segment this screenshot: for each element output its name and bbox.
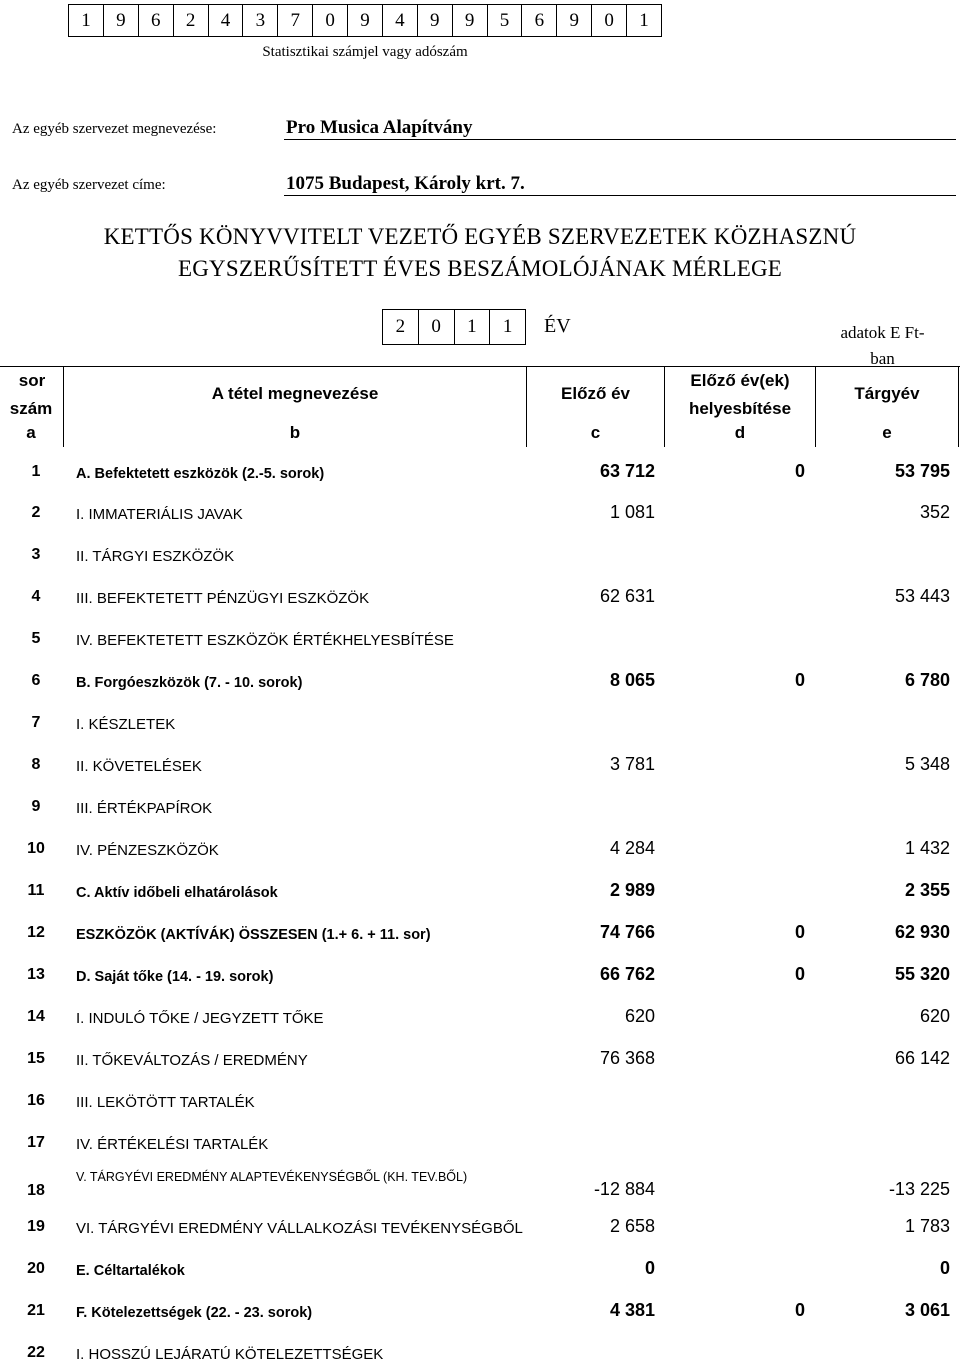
report-title-line1: KETTŐS KÖNYVVITELT VEZETŐ EGYÉB SZERVEZETEK KÖZHASZNÚ <box>103 224 857 249</box>
row-item-name: E. Céltartalékok <box>76 1263 185 1279</box>
header-correction-line2: helyesbítése <box>688 399 792 418</box>
row-item-name: IV. BEFEKTETETT ESZKÖZÖK ÉRTÉKHELYESBÍTÉSE <box>76 632 454 649</box>
row-item-name: VI. TÁRGYÉVI EREDMÉNY VÁLLALKOZÁSI TEVÉKENYSÉGBŐL <box>76 1220 523 1237</box>
table-row <box>0 578 960 610</box>
units-note <box>820 320 945 372</box>
row-current-year-value: 53 795 <box>894 461 950 481</box>
row-number: 9 <box>31 798 41 815</box>
tax-digit: 9 <box>418 5 453 36</box>
table-row <box>0 998 960 1030</box>
row-prev-year-value: -12 884 <box>593 1179 655 1199</box>
table-row <box>0 536 960 568</box>
org-address-value: 1075 Budapest, Károly krt. 7. <box>284 173 956 196</box>
row-number: 5 <box>31 630 41 647</box>
row-current-year-value: 66 142 <box>894 1048 950 1068</box>
row-current-year-value: 62 930 <box>894 922 950 942</box>
row-correction-value: 0 <box>794 922 805 942</box>
table-row <box>0 1250 960 1282</box>
row-current-year-value: 53 443 <box>894 586 950 606</box>
header-correction-line1: Előző év(ek) <box>690 371 790 390</box>
row-prev-year-value: 620 <box>624 1006 655 1026</box>
table-row <box>0 1292 960 1324</box>
row-correction-value: 0 <box>794 461 805 481</box>
header-col-e: e <box>882 423 892 442</box>
row-prev-year-value: 1 081 <box>609 502 655 522</box>
tax-id-caption: Statisztikai számjel vagy adószám <box>262 44 468 60</box>
tax-digit: 1 <box>69 5 104 36</box>
org-address-label: Az egyéb szervezet címe: <box>12 177 166 193</box>
row-number: 19 <box>27 1218 45 1235</box>
tax-digit: 0 <box>592 5 627 36</box>
row-item-name: III. LEKÖTÖTT TARTALÉK <box>76 1094 255 1111</box>
row-current-year-value: 6 780 <box>904 670 950 690</box>
row-current-year-value: -13 225 <box>888 1179 950 1199</box>
header-col-a: a <box>26 423 36 442</box>
table-row <box>0 494 960 526</box>
row-correction-value: 0 <box>794 964 805 984</box>
row-prev-year-value: 4 284 <box>609 838 655 858</box>
row-number: 11 <box>27 882 45 899</box>
row-prev-year-value: 2 658 <box>609 1216 655 1236</box>
tax-digit: 6 <box>139 5 174 36</box>
row-item-name: II. TŐKEVÁLTOZÁS / EREDMÉNY <box>76 1052 308 1069</box>
table-row <box>0 1166 960 1198</box>
row-item-name: ESZKÖZÖK (AKTÍVÁK) ÖSSZESEN (1.+ 6. + 11. sor) <box>76 927 431 943</box>
header-current-year: Tárgyév <box>854 384 920 403</box>
row-item-name: I. INDULÓ TŐKE / JEGYZETT TŐKE <box>76 1010 324 1027</box>
tax-digit: 4 <box>383 5 418 36</box>
row-prev-year-value: 63 712 <box>599 461 655 481</box>
row-item-name: I. KÉSZLETEK <box>76 716 176 733</box>
row-current-year-value: 0 <box>939 1258 950 1278</box>
units-line2: ban <box>870 349 895 368</box>
table-row <box>0 1208 960 1240</box>
tax-digit: 3 <box>243 5 278 36</box>
tax-digit: 6 <box>522 5 557 36</box>
tax-digit: 9 <box>557 5 592 36</box>
tax-digit: 2 <box>174 5 209 36</box>
row-number: 12 <box>27 924 45 941</box>
header-sor: sor <box>18 371 46 390</box>
row-number: 18 <box>27 1182 45 1199</box>
row-item-name: V. TÁRGYÉVI EREDMÉNY ALAPTEVÉKENYSÉGBŐL (KH. TEV.BŐL) <box>76 1170 468 1184</box>
row-item-name: I. HOSSZÚ LEJÁRATÚ KÖTELEZETTSÉGEK <box>76 1346 384 1363</box>
row-item-name: IV. ÉRTÉKELÉSI TARTALÉK <box>76 1136 269 1153</box>
table-header <box>0 366 960 447</box>
row-number: 4 <box>31 588 41 605</box>
row-prev-year-value: 74 766 <box>599 922 655 942</box>
row-prev-year-value: 8 065 <box>609 670 655 690</box>
row-number: 14 <box>27 1008 45 1025</box>
row-current-year-value: 352 <box>919 502 950 522</box>
tax-digit: 5 <box>488 5 523 36</box>
table-row <box>0 662 960 694</box>
row-current-year-value: 3 061 <box>904 1300 950 1320</box>
table-row <box>0 620 960 652</box>
header-prev-year: Előző év <box>561 384 630 403</box>
year-label: ÉV <box>544 315 571 337</box>
row-number: 15 <box>27 1050 45 1067</box>
row-number: 3 <box>31 546 41 563</box>
row-item-name: A. Befektetett eszközök (2.-5. sorok) <box>76 466 325 482</box>
row-number: 2 <box>31 504 41 521</box>
row-prev-year-value: 76 368 <box>599 1048 655 1068</box>
row-correction-value: 0 <box>794 670 805 690</box>
row-prev-year-value: 4 381 <box>609 1300 655 1320</box>
row-number: 6 <box>31 672 41 689</box>
row-item-name: IV. PÉNZESZKÖZÖK <box>76 842 219 859</box>
table-row <box>0 746 960 778</box>
row-item-name: F. Kötelezettségek (22. - 23. sorok) <box>76 1305 313 1321</box>
table-row <box>0 914 960 946</box>
tax-digit: 7 <box>278 5 313 36</box>
row-current-year-value: 1 783 <box>904 1216 950 1236</box>
table-row <box>0 1124 960 1156</box>
row-number: 7 <box>31 714 41 731</box>
tax-digit: 9 <box>348 5 383 36</box>
row-current-year-value: 2 355 <box>904 880 950 900</box>
row-number: 8 <box>31 756 41 773</box>
row-item-name: III. ÉRTÉKPAPÍROK <box>76 800 213 817</box>
table-row <box>0 872 960 904</box>
table-row <box>0 704 960 736</box>
table-row <box>0 1082 960 1114</box>
units-line1: adatok E Ft- <box>840 323 925 342</box>
row-prev-year-value: 2 989 <box>609 880 655 900</box>
org-name-label: Az egyéb szervezet megnevezése: <box>12 121 217 137</box>
tax-digit: 9 <box>104 5 139 36</box>
row-prev-year-value: 3 781 <box>609 754 655 774</box>
row-current-year-value: 55 320 <box>894 964 950 984</box>
header-item-name: A tétel megnevezése <box>211 384 379 403</box>
row-item-name: C. Aktív időbeli elhatárolások <box>76 885 278 901</box>
row-prev-year-value: 0 <box>644 1258 655 1278</box>
year-digit: 1 <box>502 316 513 337</box>
report-title-line2: EGYSZERŰSÍTETT ÉVES BESZÁMOLÓJÁNAK MÉRLEGE <box>177 256 783 281</box>
row-number: 13 <box>27 966 45 983</box>
header-col-d: d <box>734 423 746 442</box>
row-number: 20 <box>27 1260 45 1277</box>
row-item-name: D. Saját tőke (14. - 19. sorok) <box>76 969 274 985</box>
row-current-year-value: 5 348 <box>904 754 950 774</box>
row-item-name: B. Forgóeszközök (7. - 10. sorok) <box>76 675 303 691</box>
row-item-name: II. TÁRGYI ESZKÖZÖK <box>76 548 235 565</box>
org-name-value: Pro Musica Alapítvány <box>284 117 956 140</box>
row-number: 1 <box>31 463 41 480</box>
year-digit: 2 <box>383 310 419 344</box>
row-prev-year-value: 66 762 <box>599 964 655 984</box>
row-correction-value: 0 <box>794 1300 805 1320</box>
table-row <box>0 1334 960 1366</box>
year-digit: 1 <box>455 310 491 344</box>
year-digit: 0 <box>419 310 455 344</box>
tax-digit: 0 <box>313 5 348 36</box>
table-row <box>0 830 960 862</box>
header-col-c: c <box>590 423 601 442</box>
row-item-name: II. KÖVETELÉSEK <box>76 758 202 775</box>
header-col-b: b <box>289 423 301 442</box>
tax-digit: 4 <box>209 5 244 36</box>
row-current-year-value: 620 <box>919 1006 950 1026</box>
row-item-name: III. BEFEKTETETT PÉNZÜGYI ESZKÖZÖK <box>76 590 370 607</box>
tax-digit: 1 <box>639 9 649 31</box>
row-number: 22 <box>27 1344 45 1361</box>
header-szam: szám <box>9 399 53 418</box>
row-number: 21 <box>27 1302 45 1319</box>
table-row <box>0 1040 960 1072</box>
row-number: 16 <box>27 1092 45 1109</box>
row-prev-year-value: 62 631 <box>599 586 655 606</box>
row-item-name: I. IMMATERIÁLIS JAVAK <box>76 506 243 523</box>
row-number: 10 <box>27 840 45 857</box>
tax-id-box <box>68 4 662 37</box>
table-row <box>0 956 960 988</box>
tax-digit: 9 <box>453 5 488 36</box>
row-current-year-value: 1 432 <box>904 838 950 858</box>
row-number: 17 <box>27 1134 45 1151</box>
table-row <box>0 788 960 820</box>
year-box <box>382 309 526 345</box>
table-row <box>0 453 960 485</box>
